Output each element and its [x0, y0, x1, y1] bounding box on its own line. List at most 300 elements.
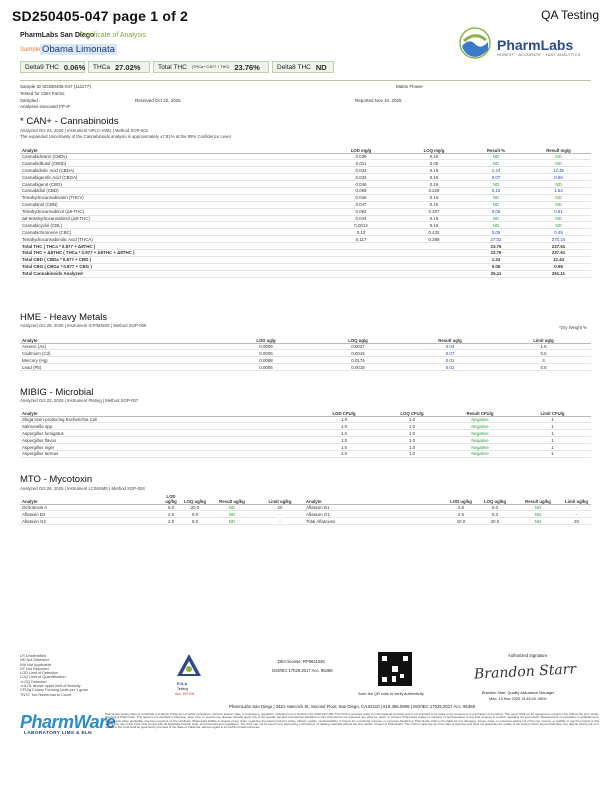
analyte-cell: Lead (Pb): [20, 364, 220, 371]
meta-sampled: Sampled -: [20, 98, 41, 103]
result-cell-2: ND: [514, 518, 562, 525]
analyte-cell: Aflatoxin B2: [20, 511, 160, 518]
loq-cell: 0.16: [402, 167, 466, 174]
result-mg-cell: 12.44: [526, 256, 591, 263]
lod-cell: 0.069: [320, 187, 402, 194]
sample-label: Sample: [20, 47, 41, 53]
limit-cell: 1: [514, 430, 591, 437]
legend-item: >ULOL Above upper limit of linearity: [20, 684, 81, 689]
result-mg-cell: ND: [526, 160, 591, 167]
result-cell: 0.07: [404, 350, 496, 357]
result-mg-cell: ND: [526, 181, 591, 188]
analyte-cell: Total THC + Δ8THC ( THCa * 0.877 + Δ9THC + Δ8THC ): [20, 249, 320, 256]
table-row: [20, 201, 591, 208]
limit-cell-2: -: [562, 511, 591, 518]
limit-cell-2: -: [562, 504, 591, 511]
result-mg-cell: 237.61: [526, 243, 591, 250]
abbreviation-legend: [20, 654, 88, 697]
table-row: [20, 430, 591, 437]
limit-cell: 1: [514, 444, 591, 451]
loq-cell: 0.16: [402, 174, 466, 181]
col-limit: Limit ug/g: [496, 331, 591, 343]
pjla-label: PJLA: [177, 681, 188, 686]
loq-cell: [402, 256, 466, 263]
result-mg-cell: 12.45: [526, 167, 591, 174]
logo-tagline: HONEST · ACCURATE · FAST ANALYTICS: [497, 53, 581, 57]
analyte-cell: Ochratoxin A: [20, 504, 160, 511]
dry-weight-note: *Dry Weight %: [559, 325, 587, 330]
logo-wordmark: PharmLabs: [497, 37, 574, 53]
result-cell: ND: [208, 518, 256, 525]
col-loq: LOQ ug/kg: [182, 492, 208, 504]
micro-title: MIBIG - Microbial: [20, 387, 94, 398]
loq-cell: 1.0: [378, 444, 446, 451]
cannabinoids-title: * CAN+ - Cannabinoids: [20, 116, 119, 127]
qr-code-icon[interactable]: [378, 652, 412, 686]
result-mg-cell: ND: [526, 194, 591, 201]
col-result-2: Result ug/kg: [514, 492, 562, 504]
loq-cell: 0.16: [402, 222, 466, 229]
loq-cell: 1.0: [378, 450, 446, 457]
result-pct-cell: 0.07: [466, 174, 526, 181]
table-header-row: [20, 141, 591, 153]
analyte-cell: Cannabicyclol (CBL): [20, 222, 320, 229]
result-pct-cell: 1.24: [466, 167, 526, 174]
col-result: Result CFU/g: [446, 404, 514, 416]
pjla-sub: Testing: [177, 687, 189, 691]
cannabinoids-sub2: The expanded Uncertainty of the Cannabinoids analysis is approximately ±7.81% at the 95% Confidence Level: [20, 134, 231, 139]
legend-item: LR Unidentified: [20, 654, 46, 658]
table-row: [20, 181, 591, 188]
micro-table: [20, 404, 591, 458]
result-pct-cell: ND: [466, 153, 526, 160]
analyte-cell: Salmonella spp.: [20, 423, 310, 430]
lod-cell: 0.0009: [220, 343, 312, 350]
col-analyte: Analyte: [20, 141, 320, 153]
lod-cell: [320, 256, 402, 263]
result-cell: Negative: [446, 430, 514, 437]
result-cell: Negative: [446, 423, 514, 430]
result-cell: Negative: [446, 416, 514, 423]
micro-sub: Analyzed Oct 22, 2025 | Instrument Plating | Method SOP-007: [20, 398, 139, 403]
total-row: [20, 256, 591, 263]
result-cell: 0.02: [404, 364, 496, 371]
lod-cell: [320, 249, 402, 256]
analyte-cell: Total Cannabinoids Analyzed: [20, 270, 320, 277]
col-lod: LOD ug/g: [220, 331, 312, 343]
result-mg-cell: ND: [526, 222, 591, 229]
loq-cell: [402, 249, 466, 256]
limit-cell: 1: [514, 416, 591, 423]
table-row: [20, 350, 591, 357]
lod-cell: 5.0: [160, 504, 182, 511]
lod-cell: 2.5: [160, 518, 182, 525]
table-row: [20, 153, 591, 160]
myco-title: MTO - Mycotoxin: [20, 474, 93, 485]
col-loq: LOQ CFU/g: [378, 404, 446, 416]
loq-cell: 1.0: [378, 437, 446, 444]
iso-accreditation: ISO/IEC 17025:2017 Acc. 95368: [272, 668, 333, 673]
lod-cell: 1.0: [310, 437, 378, 444]
result-pct-cell: ND: [466, 160, 526, 167]
table-row: [20, 187, 591, 194]
footer-address: PharmLabs San Diego | 3421 Hancock St, Second Floor, San Diego, CA 92110 | 619.356.0899 | ISO/IEC 17025:2017 Acc. 95368: [229, 704, 475, 709]
dea-license: DEA license: RP0611045: [278, 659, 325, 664]
chip-value: 27.02%: [114, 62, 141, 72]
col-limit: Limit ug/kg: [256, 492, 304, 504]
result-mg-cell: ND: [526, 215, 591, 222]
result-mg-cell: ND: [526, 201, 591, 208]
analyte-cell: Cannabidivarin (CBDv): [20, 153, 320, 160]
myco-sub: Analyzed Oct 28, 2025 | Instrument LC/MSMS | Method SOP-004: [20, 486, 145, 491]
loq-cell: 0.16: [402, 194, 466, 201]
col-lod: LOD CFU/g: [310, 404, 378, 416]
chip-value: 23.76%: [234, 62, 260, 72]
result-pct-cell: ND: [466, 222, 526, 229]
analyte-cell: Mercury (Hg): [20, 357, 220, 364]
analyte-cell: Shiga toxin-producing Escherichia Coli: [20, 416, 310, 423]
lod-cell: 1.0: [310, 423, 378, 430]
lod-cell: 0.0006: [220, 364, 312, 371]
result-pct-cell: 27.02: [466, 236, 526, 243]
chip-delta8: [272, 61, 334, 73]
analyte-cell: Cannabigerolic Acid (CBGA): [20, 174, 320, 181]
lod-cell: 0.0058: [220, 357, 312, 364]
lod-cell: 1.0: [310, 450, 378, 457]
lod-cell: 0.039: [320, 153, 402, 160]
col-result: Result ug/g: [404, 331, 496, 343]
pharmware-logo: PharmWare: [20, 712, 116, 732]
loq-cell: 0.0174: [312, 357, 404, 364]
result-mg-cell: 0.49: [526, 229, 591, 236]
table-row: [20, 423, 591, 430]
lod-cell: 0.117: [320, 236, 402, 243]
lod-cell-2: 2.5: [446, 504, 476, 511]
loq-cell: 5.0: [182, 518, 208, 525]
table-row: [20, 518, 591, 525]
analyte-cell: Cannabidiol (CBD): [20, 187, 320, 194]
legend-item: LOD Limit of Detection: [20, 671, 59, 676]
total-row: [20, 270, 591, 277]
lod-cell: 0.045: [320, 194, 402, 201]
table-row: [20, 357, 591, 364]
loq-cell-2: 5.0: [476, 504, 514, 511]
result-pct-cell: ND: [466, 201, 526, 208]
chip-thca: [88, 61, 150, 73]
result-cell: Negative: [446, 444, 514, 451]
total-row: [20, 249, 591, 256]
loq-cell: 0.0015: [312, 350, 404, 357]
result-pct-cell: 23.76: [466, 249, 526, 256]
lod-cell: 1.0: [310, 416, 378, 423]
analyte-cell: Cadmium (Cd): [20, 350, 220, 357]
divider: [20, 80, 591, 81]
loq-cell: 0.432: [402, 229, 466, 236]
analyte-cell-2: Total Aflatoxins: [304, 518, 446, 525]
loq-cell: 0.229: [402, 187, 466, 194]
chip-label: THCa: [93, 63, 110, 71]
col-analyte: Analyte: [20, 492, 160, 504]
legend-item: N/A Not Applicable: [20, 662, 52, 667]
lod-cell: 0.0013: [320, 222, 402, 229]
lod-cell: 1.0: [310, 444, 378, 451]
result-pct-cell: ND: [466, 194, 526, 201]
result-cell-2: ND: [514, 511, 562, 518]
col-analyte: Analyte: [20, 331, 220, 343]
limit-cell: 0.5: [496, 350, 591, 357]
table-row: [20, 504, 591, 511]
pharmware-sub: LABORATORY LIMS & ELN: [24, 731, 92, 736]
result-cell: 0.03: [404, 343, 496, 350]
table-row: [20, 444, 591, 451]
meta-analyses: Analyses executed FP-IF: [20, 104, 71, 109]
legend-item: CFU/g Colony Forming Units per 1 gram: [20, 688, 88, 693]
table-row: [20, 364, 591, 371]
analyte-cell: Δ8-tetrahydrocannabinol (Δ8-THC): [20, 215, 320, 222]
analyte-cell: Cannabinol (CBN): [20, 201, 320, 208]
loq-cell: 0.16: [402, 201, 466, 208]
table-row: [20, 343, 591, 350]
loq-cell: 0.0027: [312, 343, 404, 350]
lod-cell: 1.0: [310, 430, 378, 437]
metals-sub: Analyzed Oct 29, 2025 | Instrument ICP/MSMS | Method SOP-005: [20, 323, 147, 328]
col-loq: LOQ ug/g: [312, 331, 404, 343]
loq-cell: [402, 270, 466, 277]
limit-cell-2: 20: [562, 518, 591, 525]
result-pct-cell: 0.05: [466, 229, 526, 236]
lod-cell: 0.033: [320, 167, 402, 174]
analyte-cell: Arsenic (As): [20, 343, 220, 350]
result-mg-cell: 0.61: [526, 208, 591, 215]
col-result-mg: Result mg/g: [526, 141, 591, 153]
loq-cell: 0.307: [402, 208, 466, 215]
signature-image: Brandon Starr: [473, 661, 577, 683]
footer-disclaimer: PharmLabs hereby does its Certificate of Analysis (COA) as not certify compliance, with any federal, state, or local law or regulation, including but not limited to the 2018 Farm Bill. This COA is provided solely for informational purposes and is not intended to be relied on by consumers or purchasers of a product. This report shall not be reproduced, except in full, without the prior written approval of PharmLabs. This report is not intended to diagnose, treat, cure, or prevent any disease. Results apply only to the specific samples and batches identified on this COA and do not represent any other lot, batch, or product. PharmLabs makes no warranty or representation of any kind, express or implied, regarding the test results. Measurement of uncertainty is available upon request and, when applicable, has been reported on the certificate. PharmLabs liability in respect of any claim, regarding the tested product's safety, efficacy, quality, merchantability, or fitness for a particular purpose, is expressly disclaimed. PharmLabs shall not be liable for any damages, losses, costs, or expenses arising out of the use, misuse, or inability to use the product or this report. Any use of this COA must comply with all applicable federal, state, and local laws and regulations. The COA may not be used in any advertising, promotional, or labeling materials without the prior written consent of PharmLabs. This COA is valid only as of the date of issuance and does not guarantee the quality of the tested product beyond that date. Any dispute arising out of or related to this COA shall be governed by the laws of the State of California, without regard to its conflict of laws principles.: [105, 712, 599, 730]
col-loq: LOQ mg/g: [402, 141, 466, 153]
qr-caption: Scan the QR code to verify authenticity.: [358, 692, 425, 696]
signer-name: Brandon Starr, Quality Assurance Manager: [482, 691, 555, 695]
sample-name: Obama Limonata: [42, 44, 115, 55]
metals-table: [20, 331, 591, 371]
loq-cell-2: 20.0: [476, 518, 514, 525]
result-mg-cell: 237.61: [526, 249, 591, 256]
legend-item: LOQ Limit of Quantification: [20, 675, 66, 680]
lod-cell: [320, 263, 402, 270]
col-result: Result ug/kg: [208, 492, 256, 504]
lod-cell: 0.047: [320, 201, 402, 208]
limit-cell: 3: [496, 357, 591, 364]
lod-cell: [320, 243, 402, 250]
result-pct-cell: 23.76: [466, 243, 526, 250]
limit-cell: 1.5: [496, 343, 591, 350]
analyte-cell: Total CBD ( CBDa * 0.877 + CBD ): [20, 256, 320, 263]
meta-tested-for: Tested for CBH Farms: [20, 91, 65, 96]
table-row: [20, 160, 591, 167]
result-pct-cell: ND: [466, 215, 526, 222]
result-mg-cell: 270.24: [526, 236, 591, 243]
signature-label: Authorized Signature: [508, 653, 548, 658]
analyte-cell: Aspergillus fumigatus: [20, 430, 310, 437]
result-cell: ND: [208, 504, 256, 511]
loq-cell: 1.0: [378, 423, 446, 430]
limit-cell: 1: [514, 423, 591, 430]
analyte-cell: Cannabidbutol (CBDb): [20, 160, 320, 167]
result-pct-cell: 0.06: [466, 263, 526, 270]
loq-cell: 1.0: [378, 416, 446, 423]
table-row: [20, 174, 591, 181]
meta-received: Received Oct 22, 2025: [135, 98, 181, 103]
legend-item: ND Not Detected: [20, 658, 49, 663]
analyte-cell: Total CBG ( CBGa * 0.877 + CBG ): [20, 263, 320, 270]
loq-cell: 5.0: [182, 511, 208, 518]
analyte-cell: Cannabichromene (CBC): [20, 229, 320, 236]
result-mg-cell: 0.58: [526, 263, 591, 270]
lod-cell: 0.033: [320, 174, 402, 181]
result-pct-cell: 25.11: [466, 270, 526, 277]
col-lod-2: LOD ug/kg: [446, 492, 476, 504]
chip-delta9: [20, 61, 85, 73]
col-lod: LOD mg/g: [320, 141, 402, 153]
legend-item: TNTC Too Numerous to Count: [20, 692, 72, 697]
lod-cell: 0.092: [320, 208, 402, 215]
table-header-row: [20, 404, 591, 416]
table-header-row: [20, 492, 591, 504]
lod-cell: 0.011: [320, 160, 402, 167]
lod-cell-2: 10.0: [446, 518, 476, 525]
analyte-cell: Cannabidiolic Acid (CBDA): [20, 167, 320, 174]
myco-table: [20, 492, 591, 525]
lod-cell: 2.5: [160, 511, 182, 518]
lod-cell: [320, 270, 402, 277]
chip-label: Delta9 THC: [25, 63, 59, 71]
analyte-cell: Aspergillus niger: [20, 444, 310, 451]
analyte-cell-2: Aflatoxin B1: [304, 504, 446, 511]
meta-reported: Reported Nov 10, 2025: [355, 98, 402, 103]
table-row: [20, 437, 591, 444]
loq-cell: 20.0: [182, 504, 208, 511]
page-title: SD250405-047 page 1 of 2: [12, 8, 189, 24]
pjla-acc: Acc. #97194: [175, 692, 195, 696]
loq-cell-2: 5.0: [476, 511, 514, 518]
cannabinoids-sub1: Analyzed Oct 23, 2025 | Instrument HPLC-VWD | Method SOP-001: [20, 128, 149, 133]
col-loq-2: LOQ ug/kg: [476, 492, 514, 504]
lod-cell-2: 2.5: [446, 511, 476, 518]
table-row: [20, 229, 591, 236]
analyte-cell: Tetrahydrocannabivarin (THCV): [20, 194, 320, 201]
loq-cell: 0.16: [402, 153, 466, 160]
total-row: [20, 243, 591, 250]
col-analyte-2: Analyte: [304, 492, 446, 504]
table-row: [20, 215, 591, 222]
limit-cell: -: [256, 511, 304, 518]
chip-value: ND: [315, 62, 327, 72]
meta-matrix: Matrix Flower: [396, 84, 424, 89]
analyte-cell: Tetrahydrocannabinolic Acid (THCA): [20, 236, 320, 243]
chip-label: Total THC: [158, 63, 187, 71]
metals-title: HME - Heavy Metals: [20, 312, 108, 323]
result-mg-cell: 0.66: [526, 174, 591, 181]
loq-cell: [402, 263, 466, 270]
result-pct-cell: ND: [466, 181, 526, 188]
result-mg-cell: 1.52: [526, 187, 591, 194]
result-cell: 0.01: [404, 357, 496, 364]
analyte-cell: Tetrahydrocannabinol (Δ9-THC): [20, 208, 320, 215]
limit-cell: 0.5: [496, 364, 591, 371]
limit-cell: 1: [514, 450, 591, 457]
loq-cell: [402, 243, 466, 250]
certificate-label: Certificate of Analysis: [79, 32, 146, 39]
table-header-row: [20, 331, 591, 343]
qa-testing-label: QA Testing: [541, 8, 599, 22]
limit-cell: 20: [256, 504, 304, 511]
chip-total-thc: [153, 61, 269, 73]
table-row: [20, 511, 591, 518]
table-row: [20, 416, 591, 423]
col-limit: Limit CFU/g: [514, 404, 591, 416]
col-limit-2: Limit ug/kg: [562, 492, 591, 504]
col-analyte: Analyte: [20, 404, 310, 416]
analyte-cell: Cannabigerol (CBG): [20, 181, 320, 188]
lab-name: PharmLabs San Diego: [20, 32, 95, 39]
result-pct-cell: 0.06: [466, 208, 526, 215]
result-mg-cell: ND: [526, 153, 591, 160]
analyte-cell: Aspergillus terreus: [20, 450, 310, 457]
table-row: [20, 222, 591, 229]
result-cell: Negative: [446, 450, 514, 457]
lod-cell: 0.0005: [220, 350, 312, 357]
result-cell: ND: [208, 511, 256, 518]
limit-cell: 1: [514, 437, 591, 444]
legend-item: <LOQ Detected: [20, 679, 47, 684]
lod-cell: 0.044: [320, 215, 402, 222]
analyte-cell: Aspergillus flavus: [20, 437, 310, 444]
analyte-cell: Aflatoxin G2: [20, 518, 160, 525]
result-cell: Negative: [446, 437, 514, 444]
loq-cell: 1.0: [378, 430, 446, 437]
loq-cell: 0.05: [402, 160, 466, 167]
table-row: [20, 167, 591, 174]
col-lod: LOD ug/kg: [160, 492, 182, 504]
result-cell-2: ND: [514, 504, 562, 511]
cannabinoids-table: [20, 141, 591, 278]
table-row: [20, 450, 591, 457]
col-result-pct: Result %: [466, 141, 526, 153]
loq-cell: 0.389: [402, 236, 466, 243]
legend-item: NT Not Reported: [20, 666, 49, 671]
table-row: [20, 236, 591, 243]
chip-label: Delta8 THC: [277, 63, 311, 71]
lod-cell: 0.13: [320, 229, 402, 236]
result-pct-cell: 0.15: [466, 187, 526, 194]
result-pct-cell: 1.24: [466, 256, 526, 263]
signer-date: Mon, 10 Nov 2025 14:45:20 -0800: [489, 697, 547, 701]
table-row: [20, 194, 591, 201]
result-mg-cell: 251.11: [526, 270, 591, 277]
chip-formula: (THCa * 0.877 + THC): [191, 65, 230, 69]
pjla-icon: [175, 652, 203, 680]
limit-cell: -: [256, 518, 304, 525]
total-row: [20, 263, 591, 270]
analyte-cell: Total THC ( THCa * 0.877 + Δ9THC ): [20, 243, 320, 250]
loq-cell: 0.16: [402, 181, 466, 188]
table-row: [20, 208, 591, 215]
loq-cell: 0.0018: [312, 364, 404, 371]
meta-sample-id: Sample ID SD250405-047 (111177): [20, 84, 91, 89]
lod-cell: 0.046: [320, 181, 402, 188]
analyte-cell-2: Aflatoxin G1: [304, 511, 446, 518]
loq-cell: 0.16: [402, 215, 466, 222]
chip-value: 0.06%: [63, 62, 86, 72]
